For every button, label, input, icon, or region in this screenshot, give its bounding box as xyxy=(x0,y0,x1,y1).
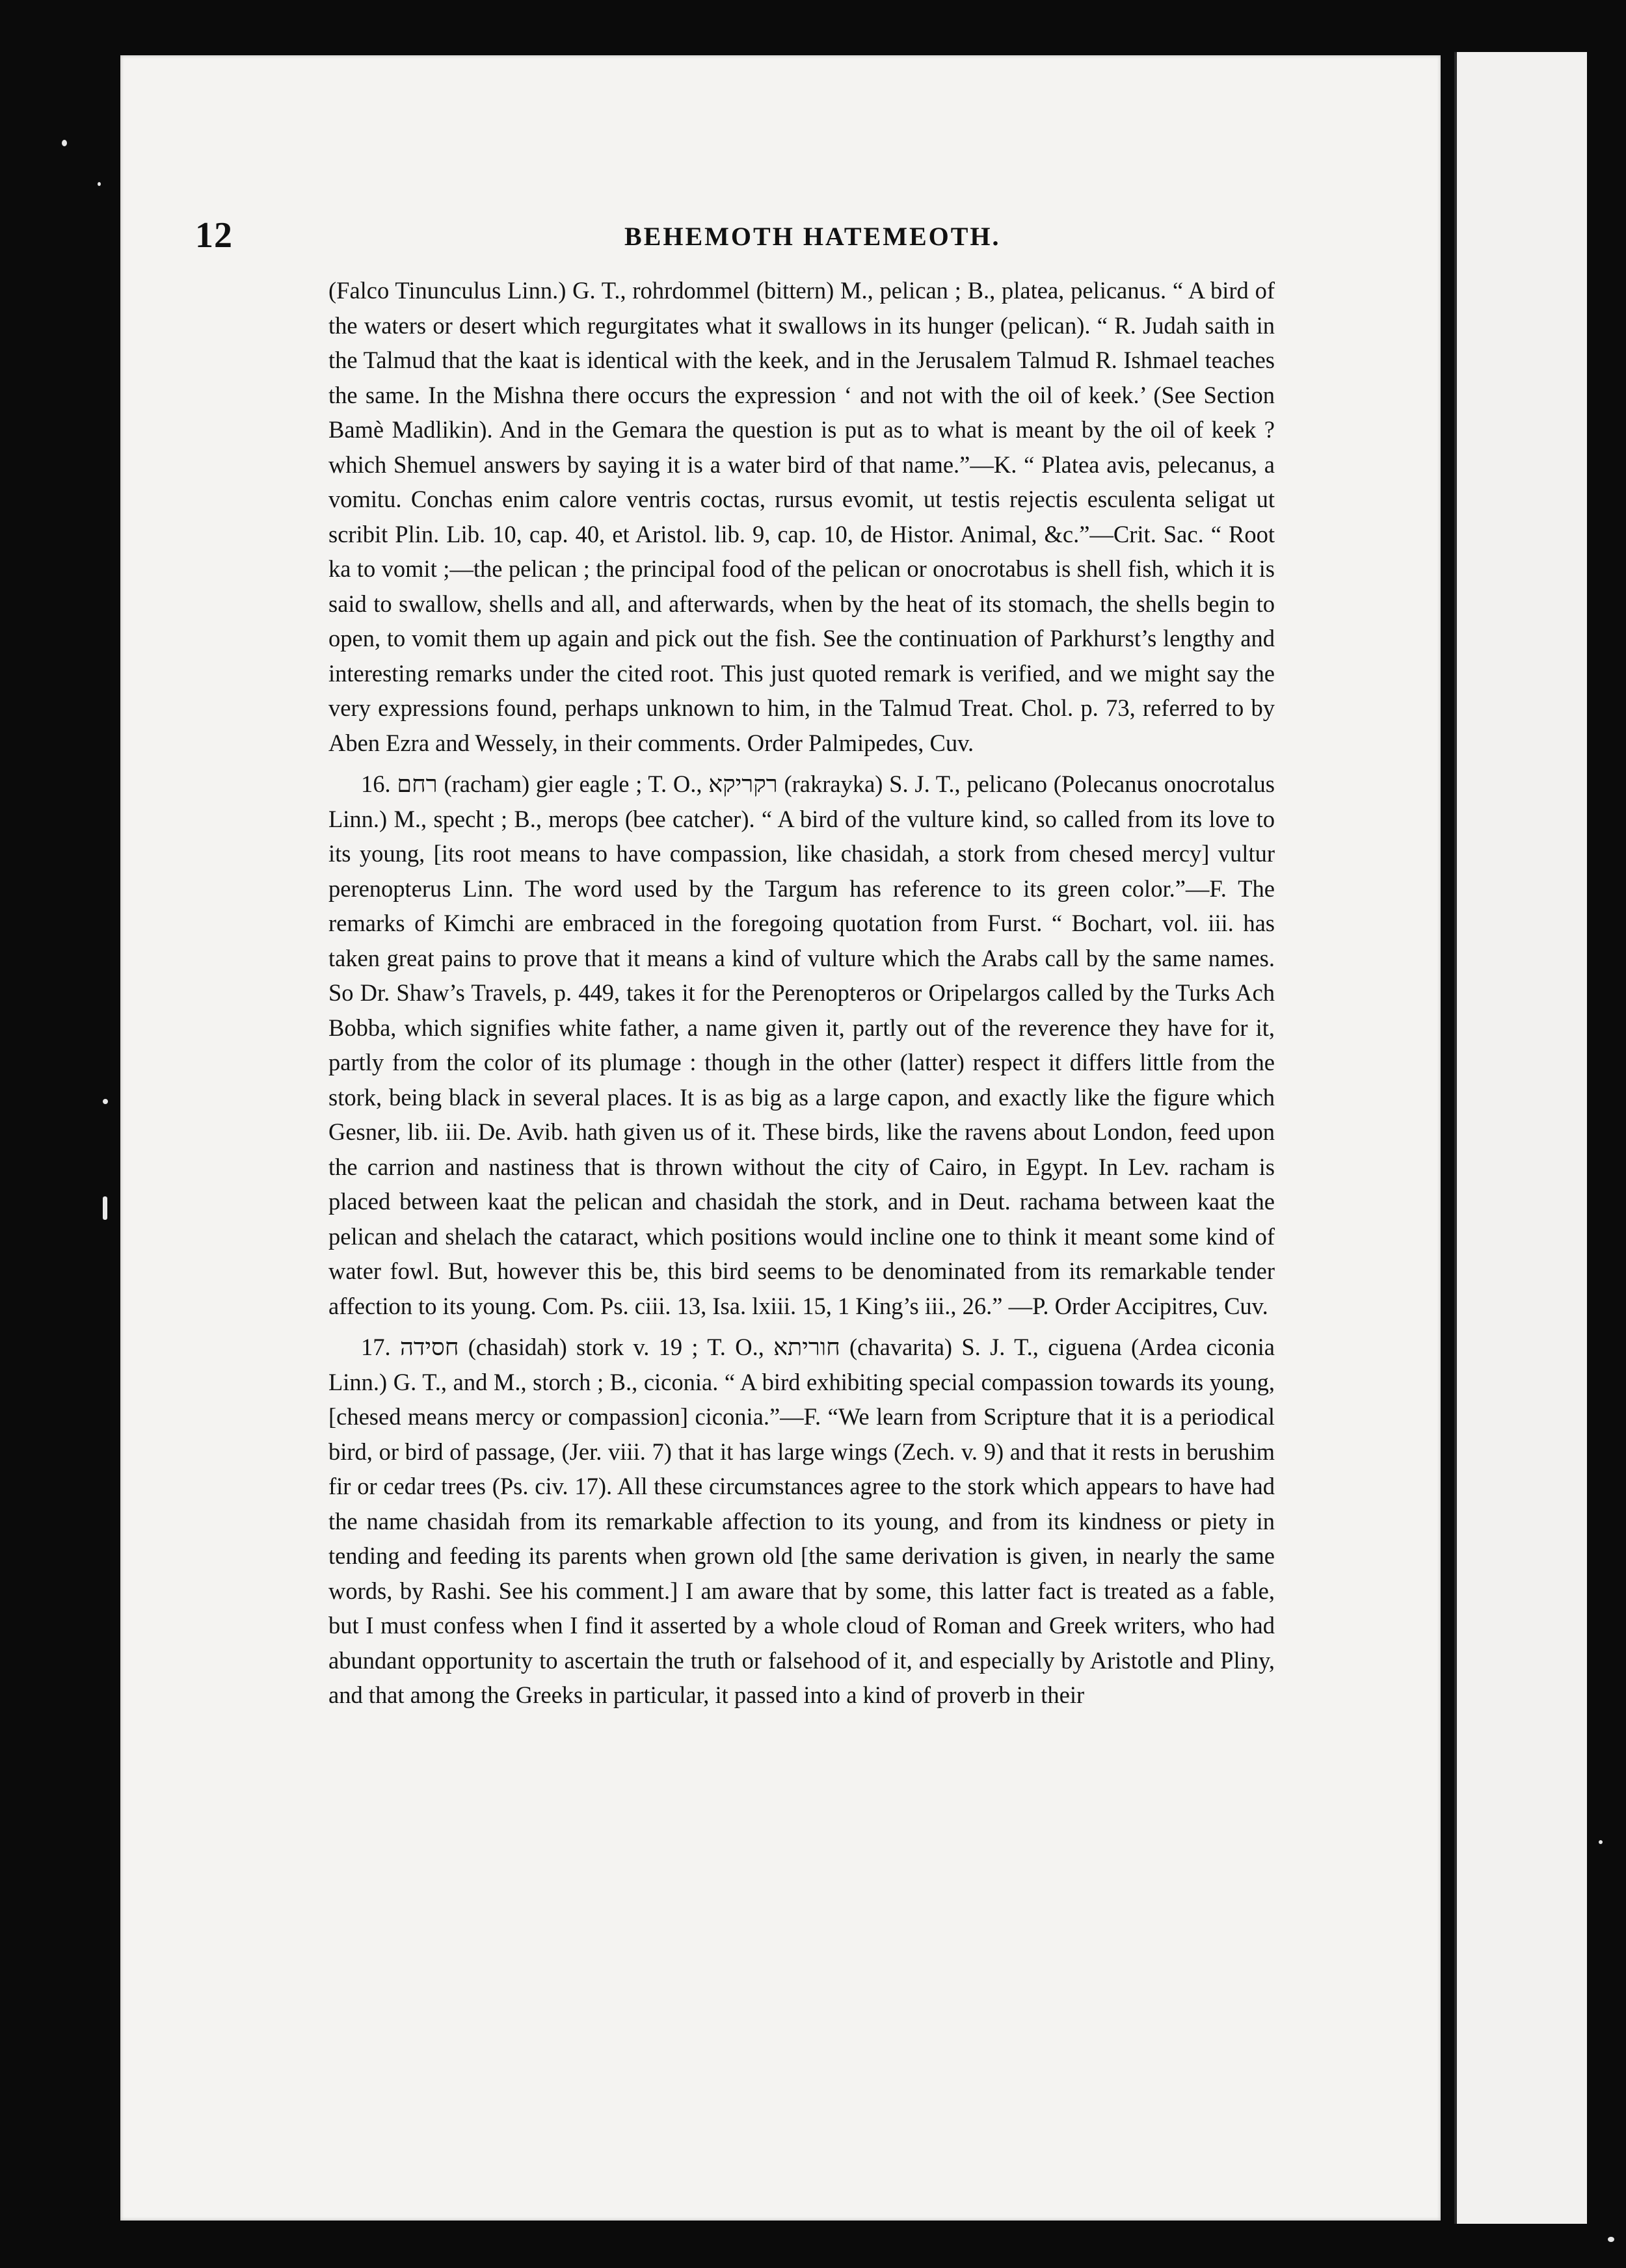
paragraph-falco: (Falco Tinunculus Linn.) G. T., rohrdommel (bittern) M., pelican ; B., platea, pelicanus. “ A bird of the waters or desert which regurgitates what it swallows in its hunger (pelican). “ R. Judah saith in the Talmud that the kaat is identical with the keek, and in the Jerusalem Talmud R. Ishmael teaches the same. In the Mishna there occurs the expression ‘ and not with the oil of keek.’ (See Section Bamè Madlikin). And in the Gemara the question is put as to what is meant by the oil of keek ? which Shemuel answers by saying it is a water bird of that name.”—K. “ Platea avis, pelecanus, a vomitu. Conchas enim calore ventris coctas, rursus evomit, ut testis rejectis esculenta seligat ut scribit Plin. Lib. 10, cap. 40, et Aristol. lib. 9, cap. 10, de Histor. Animal, &c.”—Crit. Sac. “ Root ka to vomit ;—the pelican ; the principal food of the pelican or onocrotabus is shell fish, which it is said to swallow, shells and all, and afterwards, when by the heat of its stomach, the shells begin to open, to vomit them up again and pick out the fish. See the continuation of Parkhurst’s lengthy and interesting remarks under the cited root. This just quoted remark is verified, and we might say the very expressions found, perhaps unknown to him, in the Talmud Treat. Chol. p. 73, referred to by Aben Ezra and Wessely, in their comments. Order Palmipedes, Cuv. xyxy=(328,277,1275,756)
running-title: BEHEMOTH HATEMEOTH. xyxy=(624,222,1001,251)
scan-speck xyxy=(103,1099,108,1104)
scan-speck xyxy=(103,1196,107,1220)
facing-page-edge xyxy=(1457,52,1587,2224)
page-header xyxy=(195,215,1275,260)
page-number: 12 xyxy=(195,215,233,256)
scan-speck xyxy=(98,182,101,186)
body-text xyxy=(328,273,1275,1719)
scan-speck xyxy=(1599,1840,1603,1844)
scan-speck xyxy=(1608,2237,1614,2242)
paragraph-17-chasidah: 17. חסידה (chasidah) stork v. 19 ; T. O., חוריתא (chavarita) S. J. T., ciguena (Ardea ciconia Linn.) G. T., and M., storch ; B., ciconia. “ A bird exhibiting special compassion towards its young, [chesed means mercy or compassion] ciconia.”—F. “We learn from Scripture that it is a periodical bird, or bird of passage, (Jer. viii. 7) that it has large wings (Zech. v. 9) and that it rests in berushim fir or cedar trees (Ps. civ. 17). All these circumstances agree to the stork which appears to have had the name chasidah from its remarkable affection to its young, and from its kindness or piety in tending and feeding its parents when grown old [the same derivation is given, in nearly the same words, by Rashi. See his comment.] I am aware that by some, this latter fact is treated as a fable, but I must confess when I find it asserted by a whole cloud of Roman and Greek writers, who had abundant opportunity to ascertain the truth or falsehood of it, and especially by Aristotle and Pliny, and that among the Greeks in particular, it passed into a kind of proverb in their xyxy=(328,1334,1275,1708)
scan-speck xyxy=(62,140,67,146)
paragraph-16-racham: 16. רחם (racham) gier eagle ; T. O., רקריקא (rakrayka) S. J. T., pelicano (Polecanus onocrotalus Linn.) M., specht ; B., merops (bee catcher). “ A bird of the vulture kind, so called from its love to its young, [its root means to have compassion, like chasidah, a stork from chesed mercy] vultur perenopterus Linn. The word used by the Targum has reference to its green color.”—F. The remarks of Kimchi are embraced in the foregoing quotation from Furst. “ Bochart, vol. iii. has taken great pains to prove that it means a kind of vulture which the Arabs call by the same names. So Dr. Shaw’s Travels, p. 449, takes it for the Perenopteros or Oripelargos called by the Turks Ach Bobba, which signifies white father, a name given it, partly out of the reverence they have for it, partly from the color of its plumage : though in the other (latter) respect it differs little from the stork, being black in several places. It is as big as a large capon, and exactly like the figure which Gesner, lib. iii. De. Avib. hath given us of it. These birds, like the ravens about London, feed upon the carrion and nastiness that is thrown without the city of Cairo, in Egypt. In Lev. racham is placed between kaat the pelican and chasidah the stork, and in Deut. rachama between kaat the pelican and shelach the cataract, which positions would incline one to think it meant some kind of water fowl. But, however this be, this bird seems to be denominated from its remarkable tender affection to its young. Com. Ps. ciii. 13, Isa. lxiii. 15, 1 King’s iii., 26.” —P. Order Accipitres, Cuv. xyxy=(328,771,1275,1319)
